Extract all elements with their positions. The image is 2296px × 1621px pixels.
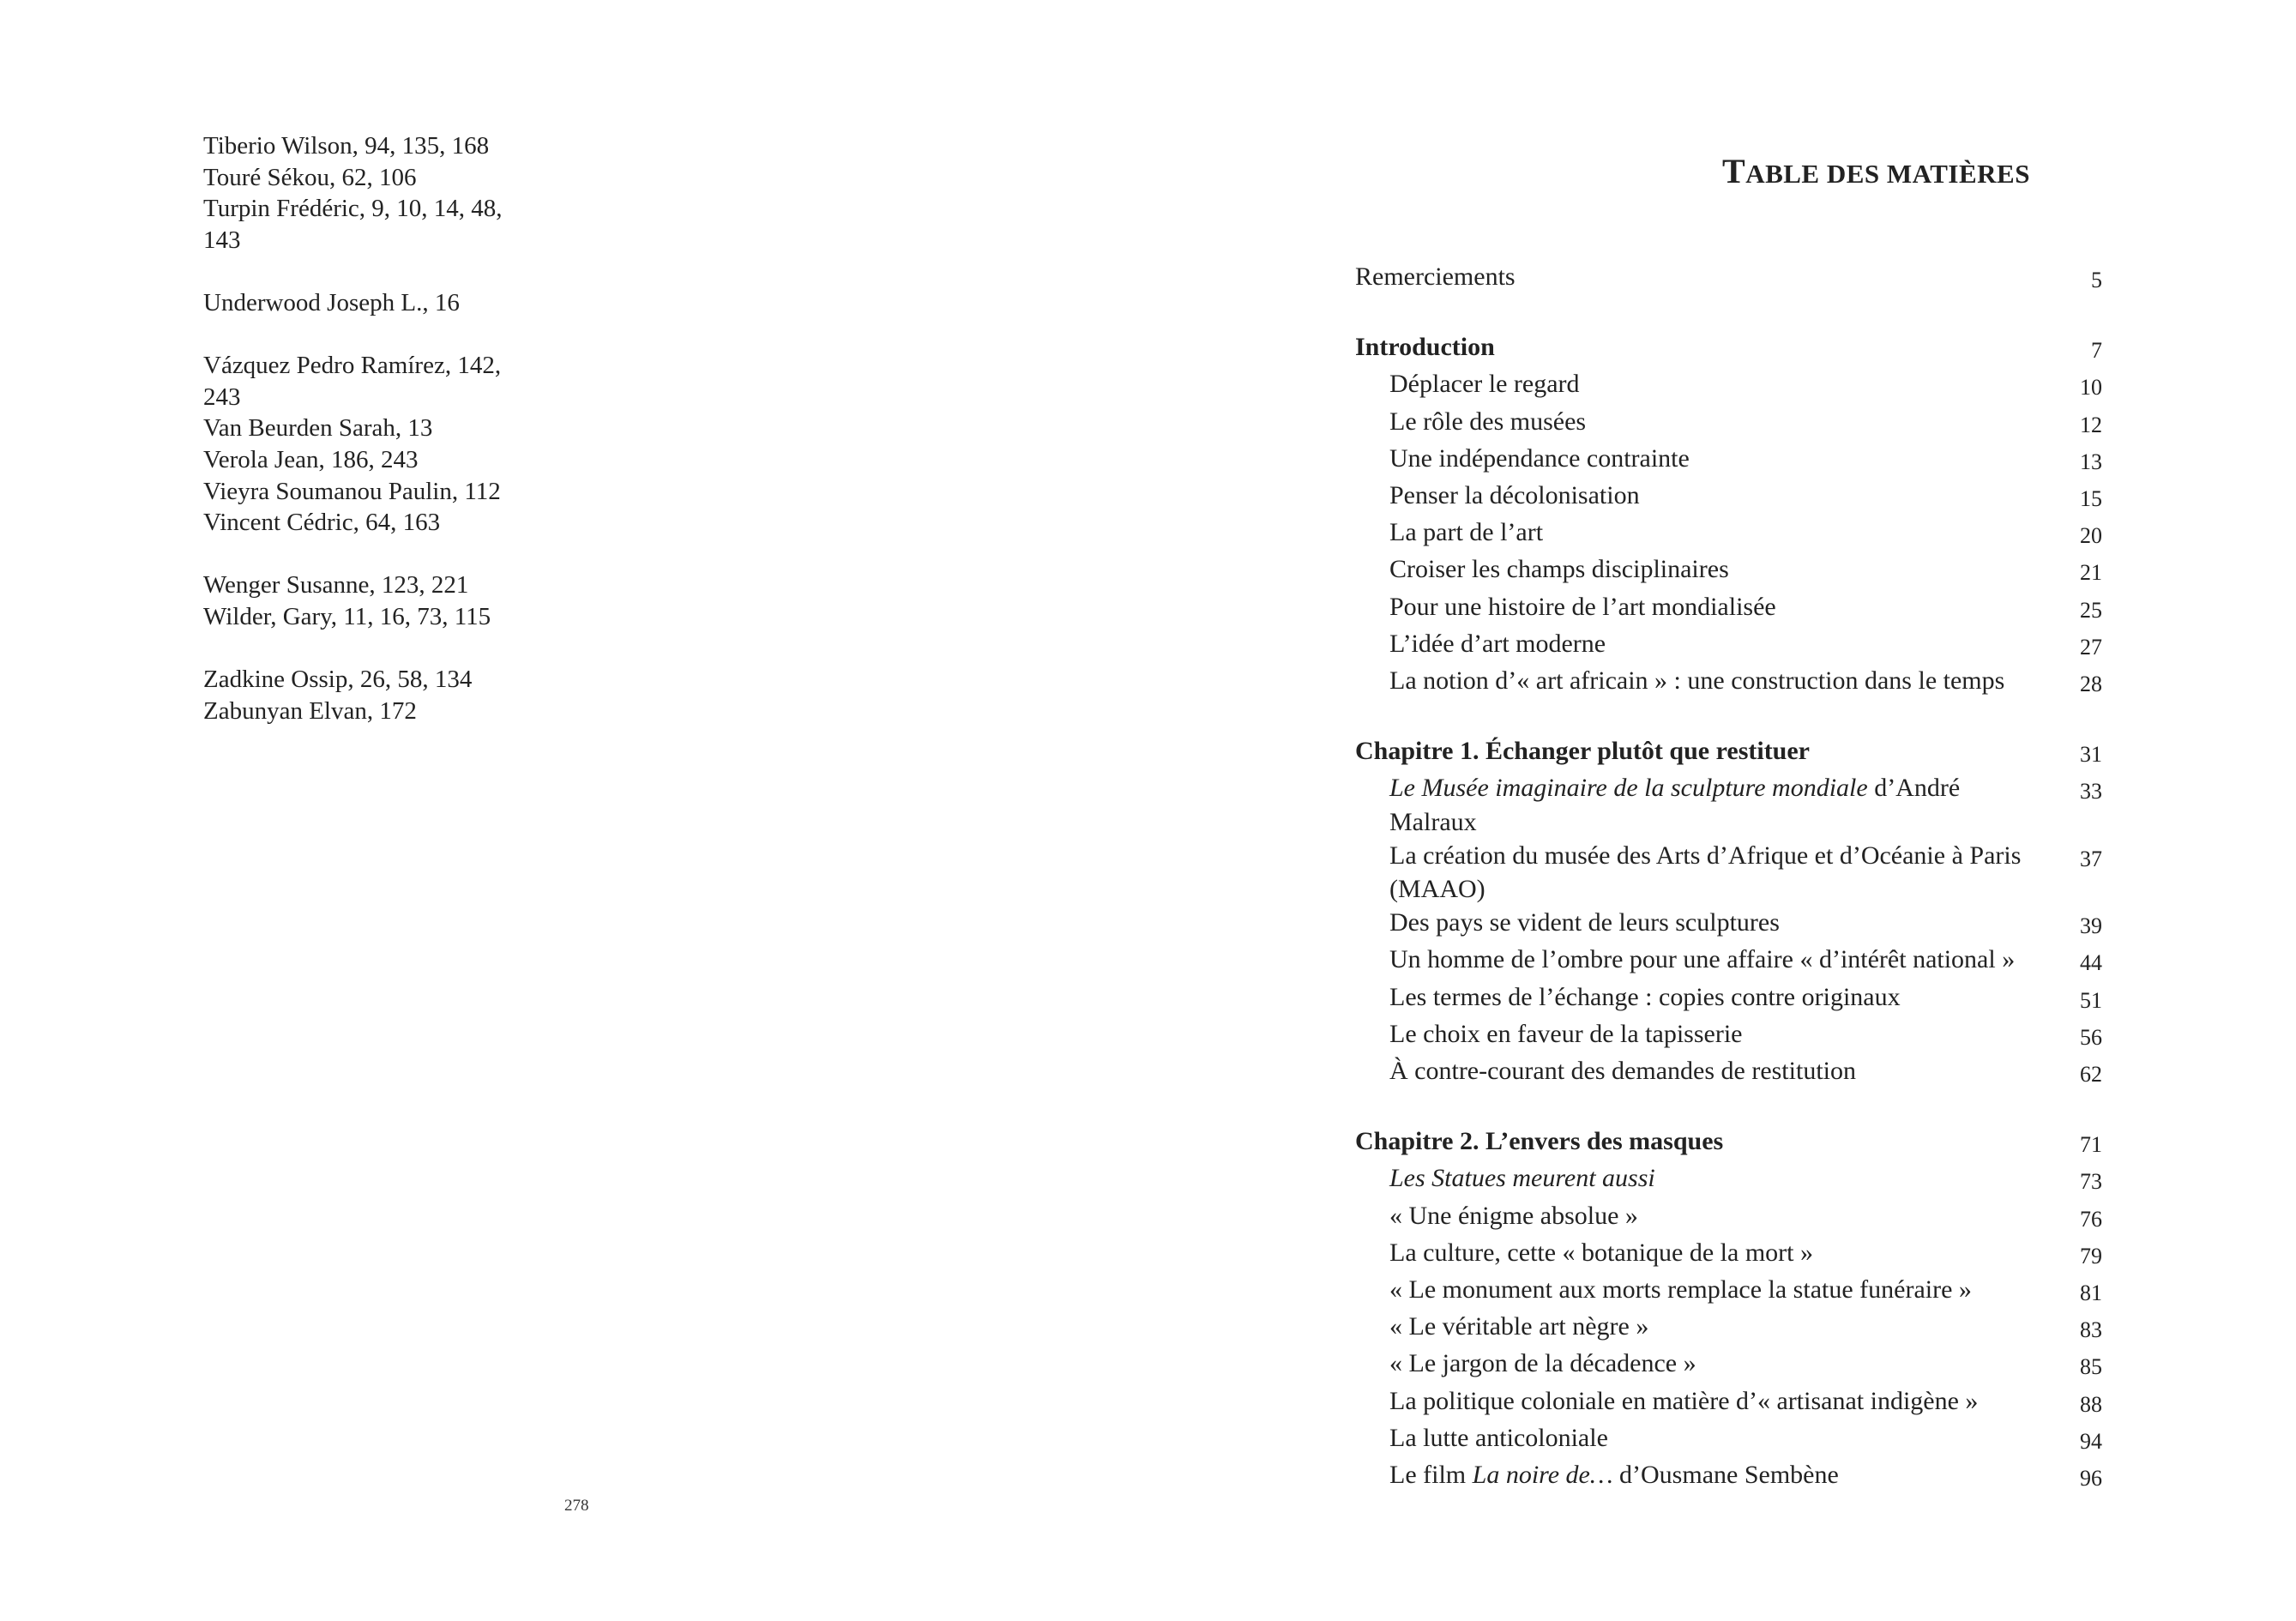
toc-entry xyxy=(1355,515,2102,552)
toc-entry-title: Remerciements xyxy=(1355,262,1516,291)
toc-page-number: 71 xyxy=(2080,1132,2102,1158)
index-gap xyxy=(203,319,563,351)
toc-entry-title: « Le véritable art nègre » xyxy=(1389,1312,1649,1341)
toc-title-initial: T xyxy=(1722,152,1746,190)
toc-page-number: 28 xyxy=(2080,672,2102,697)
page-number: 278 xyxy=(564,1497,589,1515)
toc-page-number: 85 xyxy=(2080,1354,2102,1380)
toc-entry xyxy=(1355,442,2102,479)
toc-entry-title: Chapitre 1. Échanger plutôt que restituer xyxy=(1355,737,1810,766)
toc-entry xyxy=(1355,1384,2102,1421)
toc-entry xyxy=(1355,552,2102,589)
toc-page-number: 33 xyxy=(2080,779,2102,804)
toc-entry-title: La culture, cette « botanique de la mort » xyxy=(1389,1238,1813,1267)
toc-section xyxy=(1355,260,2102,297)
toc-entry-title xyxy=(1355,1161,1655,1195)
toc-section-heading xyxy=(1355,734,2102,771)
toc-entry xyxy=(1355,479,2102,515)
index-gap xyxy=(203,256,563,287)
toc-entry-title: Une indépendance contrainte xyxy=(1389,443,1690,473)
toc-entry-title-rest: d’Ousmane Sembène xyxy=(1612,1461,1839,1490)
toc-entry-title: La part de l’art xyxy=(1389,518,1544,547)
toc-section-heading xyxy=(1355,260,2102,297)
toc-entry xyxy=(1355,1199,2102,1236)
toc-entry-title-lead: Le film xyxy=(1389,1461,1473,1490)
toc-entry-title xyxy=(1355,771,2041,838)
toc-entry xyxy=(1355,1458,2102,1495)
toc-entry-title: Des pays se vident de leurs sculptures xyxy=(1389,908,1780,937)
index-entry: Van Beurden Sarah, 13 xyxy=(203,414,433,443)
toc-page-number: 88 xyxy=(2080,1391,2102,1417)
toc-page-number: 96 xyxy=(2080,1466,2102,1491)
index-entry: Turpin Frédéric, 9, 10, 14, 48, xyxy=(203,195,503,223)
index-entry: 243 xyxy=(203,383,241,411)
toc-page-number: 62 xyxy=(2080,1062,2102,1088)
toc-entry xyxy=(1355,943,2102,979)
toc-page-number: 20 xyxy=(2080,523,2102,549)
toc-page-number: 15 xyxy=(2080,486,2102,512)
index-entry: Tiberio Wilson, 94, 135, 168 xyxy=(203,132,490,160)
toc-section-heading xyxy=(1355,1124,2102,1161)
name-index xyxy=(203,130,563,726)
toc-page-number: 12 xyxy=(2080,412,2102,437)
toc-entry xyxy=(1355,1236,2102,1273)
toc-entry-title: Chapitre 2. L’envers des masques xyxy=(1355,1127,1724,1156)
index-entry: Zabunyan Elvan, 172 xyxy=(203,696,417,725)
toc-section xyxy=(1355,1124,2102,1495)
toc-entry-title-italic: Les Statues meurent aussi xyxy=(1389,1164,1655,1193)
toc-page-number: 21 xyxy=(2080,560,2102,586)
toc-entry xyxy=(1355,1017,2102,1054)
toc-entry-title: À contre-courant des demandes de restitution xyxy=(1389,1057,1856,1086)
toc-page-number: 13 xyxy=(2080,449,2102,474)
toc-page-number: 27 xyxy=(2080,634,2102,660)
toc-entry xyxy=(1355,405,2102,442)
table-of-contents xyxy=(1355,260,2102,1528)
toc-entry xyxy=(1355,1273,2102,1310)
toc-entry-title: Les termes de l’échange : copies contre originaux xyxy=(1389,982,1901,1011)
toc-entry-title: Le rôle des musées xyxy=(1389,407,1587,436)
index-entry: 143 xyxy=(203,226,241,254)
toc-entry xyxy=(1355,367,2102,404)
toc-page-number: 94 xyxy=(2080,1428,2102,1454)
index-gap xyxy=(203,539,563,570)
toc-entry-title: Penser la décolonisation xyxy=(1389,481,1640,510)
toc-entry-title-italic: La noire de… xyxy=(1472,1461,1613,1490)
toc-entry-title: Croiser les champs disciplinaires xyxy=(1389,555,1729,584)
toc-entry-title: La lutte anticoloniale xyxy=(1389,1423,1608,1452)
toc-page-number: 81 xyxy=(2080,1281,2102,1306)
toc-entry xyxy=(1355,1421,2102,1458)
toc-entry xyxy=(1355,590,2102,627)
toc-entry-title: Pour une histoire de l’art mondialisée xyxy=(1389,592,1776,621)
toc-entry xyxy=(1355,1310,2102,1347)
toc-entry xyxy=(1355,906,2102,943)
toc-page-number: 25 xyxy=(2080,597,2102,623)
toc-page-number: 31 xyxy=(2080,742,2102,768)
index-entry: Vázquez Pedro Ramírez, 142, xyxy=(203,352,502,380)
toc-title xyxy=(1148,151,2296,191)
toc-page-number: 79 xyxy=(2080,1243,2102,1268)
toc-section xyxy=(1355,330,2102,701)
toc-page-number: 73 xyxy=(2080,1169,2102,1195)
index-entry: Zadkine Ossip, 26, 58, 134 xyxy=(203,666,473,694)
toc-entry-title-italic: Le Musée imaginaire de la sculpture mondiale xyxy=(1389,774,1868,803)
index-entry: Verola Jean, 186, 243 xyxy=(203,445,419,473)
index-entry: Underwood Joseph L., 16 xyxy=(203,288,460,316)
toc-page-number: 7 xyxy=(2091,338,2102,364)
index-entry: Vincent Cédric, 64, 163 xyxy=(203,509,441,537)
toc-page-number: 56 xyxy=(2080,1024,2102,1050)
toc-entry-title: « Le monument aux morts remplace la statue funéraire » xyxy=(1389,1275,1972,1305)
toc-entry-title: La notion d’« art africain » : une construction dans le temps xyxy=(1389,666,2005,696)
toc-page-number: 44 xyxy=(2080,950,2102,976)
toc-section-heading xyxy=(1355,330,2102,367)
toc-entry xyxy=(1355,1161,2102,1198)
toc-entry xyxy=(1355,1054,2102,1091)
toc-entry xyxy=(1355,627,2102,664)
toc-page-number: 10 xyxy=(2080,375,2102,401)
toc-entry-title: L’idée d’art moderne xyxy=(1389,629,1606,658)
index-entry: Vieyra Soumanou Paulin, 112 xyxy=(203,477,501,505)
toc-entry-title: « Une énigme absolue » xyxy=(1389,1201,1638,1230)
index-gap xyxy=(203,633,563,665)
toc-entry xyxy=(1355,664,2102,701)
toc-entry-title: Le choix en faveur de la tapisserie xyxy=(1389,1019,1743,1048)
toc-entry xyxy=(1355,839,2102,906)
toc-entry-title: Déplacer le regard xyxy=(1389,370,1580,399)
toc-entry-title: La création du musée des Arts d’Afrique et d’Océanie à Paris (MAAO) xyxy=(1389,841,2022,904)
toc-entry xyxy=(1355,1347,2102,1383)
toc-page-number: 5 xyxy=(2091,268,2102,292)
toc-page-number: 37 xyxy=(2080,846,2102,871)
toc-entry xyxy=(1355,980,2102,1017)
toc-entry-title: La politique coloniale en matière d’« artisanat indigène » xyxy=(1389,1386,1979,1415)
toc-entry-title: Un homme de l’ombre pour une affaire « d’intérêt national » xyxy=(1389,945,2016,974)
toc-page-number: 39 xyxy=(2080,913,2102,939)
toc-page-number: 51 xyxy=(2080,987,2102,1013)
toc-entry-title xyxy=(1355,1458,1839,1491)
toc-entry-title-rest: d’André Malraux xyxy=(1389,774,1961,836)
toc-page-number: 76 xyxy=(2080,1206,2102,1232)
toc-entry-title: Introduction xyxy=(1355,333,1495,362)
toc-title-rest: ABLE DES MATIÈRES xyxy=(1745,159,2030,189)
index-entry: Wenger Susanne, 123, 221 xyxy=(203,571,469,600)
toc-page-number: 83 xyxy=(2080,1317,2102,1343)
index-entry: Touré Sékou, 62, 106 xyxy=(203,163,417,191)
toc-entry xyxy=(1355,771,2102,838)
index-entry: Wilder, Gary, 11, 16, 73, 115 xyxy=(203,602,491,630)
toc-entry-title: « Le jargon de la décadence » xyxy=(1389,1349,1696,1378)
toc-section xyxy=(1355,734,2102,1091)
